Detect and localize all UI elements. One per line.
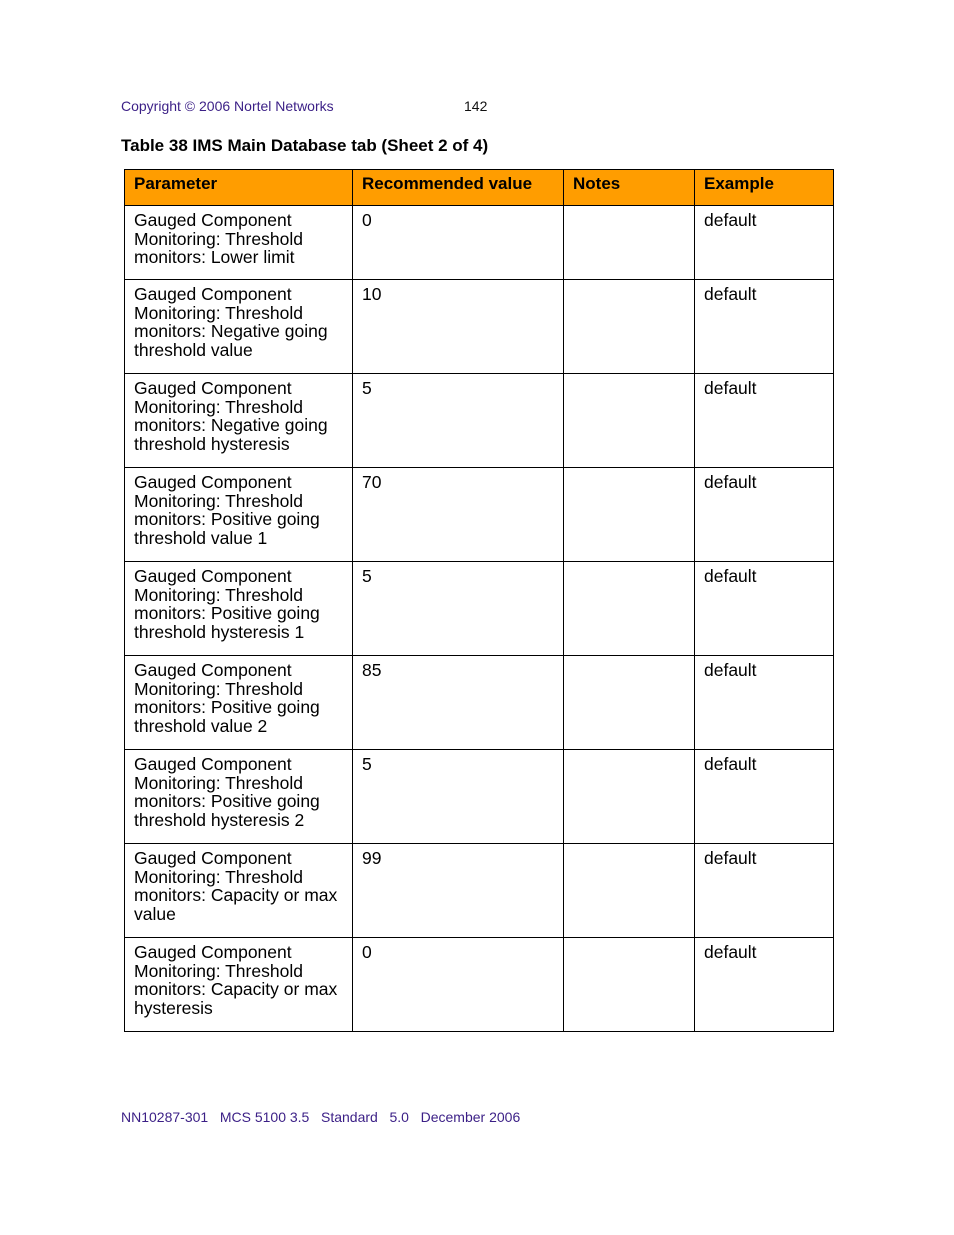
cell-recommended-value: 85 xyxy=(353,656,564,750)
cell-example: default xyxy=(695,938,834,1032)
table-row xyxy=(125,280,834,374)
cell-notes xyxy=(564,844,695,938)
cell-recommended-value: 99 xyxy=(353,844,564,938)
table-row xyxy=(125,750,834,844)
cell-notes xyxy=(564,938,695,1032)
table-row xyxy=(125,562,834,656)
cell-example: default xyxy=(695,844,834,938)
cell-example: default xyxy=(695,206,834,280)
cell-parameter: Gauged Component Monitoring: Threshold monitors: Negative going threshold hysteresis xyxy=(125,374,353,468)
column-header-recommended-value: Recommended value xyxy=(353,170,564,206)
cell-notes xyxy=(564,468,695,562)
cell-parameter: Gauged Component Monitoring: Threshold monitors: Positive going threshold value 2 xyxy=(125,656,353,750)
cell-parameter: Gauged Component Monitoring: Threshold monitors: Positive going threshold hysteresis 1 xyxy=(125,562,353,656)
table-row xyxy=(125,206,834,280)
table-caption: Table 38 IMS Main Database tab (Sheet 2 of 4) xyxy=(121,136,489,155)
parameter-table xyxy=(124,169,834,1032)
table-row xyxy=(125,656,834,750)
table-row xyxy=(125,468,834,562)
cell-notes xyxy=(564,206,695,280)
cell-parameter: Gauged Component Monitoring: Threshold monitors: Lower limit xyxy=(125,206,353,280)
cell-notes xyxy=(564,750,695,844)
page-number: 142 xyxy=(464,98,488,114)
cell-example: default xyxy=(695,468,834,562)
table-header-row xyxy=(125,170,834,206)
cell-example: default xyxy=(695,562,834,656)
cell-example: default xyxy=(695,374,834,468)
table-row xyxy=(125,844,834,938)
cell-recommended-value: 0 xyxy=(353,938,564,1032)
cell-recommended-value: 5 xyxy=(353,750,564,844)
cell-recommended-value: 5 xyxy=(353,374,564,468)
cell-example: default xyxy=(695,656,834,750)
cell-recommended-value: 10 xyxy=(353,280,564,374)
cell-notes xyxy=(564,280,695,374)
document-footer: NN10287-301 MCS 5100 3.5 Standard 5.0 December 2006 xyxy=(121,1109,521,1125)
cell-example: default xyxy=(695,280,834,374)
cell-recommended-value: 0 xyxy=(353,206,564,280)
cell-recommended-value: 70 xyxy=(353,468,564,562)
column-header-parameter: Parameter xyxy=(125,170,353,206)
copyright-notice: Copyright © 2006 Nortel Networks xyxy=(121,98,334,114)
cell-notes xyxy=(564,656,695,750)
table-row xyxy=(125,374,834,468)
cell-parameter: Gauged Component Monitoring: Threshold monitors: Capacity or max value xyxy=(125,844,353,938)
column-header-notes: Notes xyxy=(564,170,695,206)
cell-parameter: Gauged Component Monitoring: Threshold monitors: Positive going threshold hysteresis 2 xyxy=(125,750,353,844)
cell-parameter: Gauged Component Monitoring: Threshold monitors: Capacity or max hysteresis xyxy=(125,938,353,1032)
column-header-example: Example xyxy=(695,170,834,206)
cell-parameter: Gauged Component Monitoring: Threshold monitors: Positive going threshold value 1 xyxy=(125,468,353,562)
table-row xyxy=(125,938,834,1032)
cell-example: default xyxy=(695,750,834,844)
cell-notes xyxy=(564,562,695,656)
cell-parameter: Gauged Component Monitoring: Threshold monitors: Negative going threshold value xyxy=(125,280,353,374)
cell-recommended-value: 5 xyxy=(353,562,564,656)
cell-notes xyxy=(564,374,695,468)
